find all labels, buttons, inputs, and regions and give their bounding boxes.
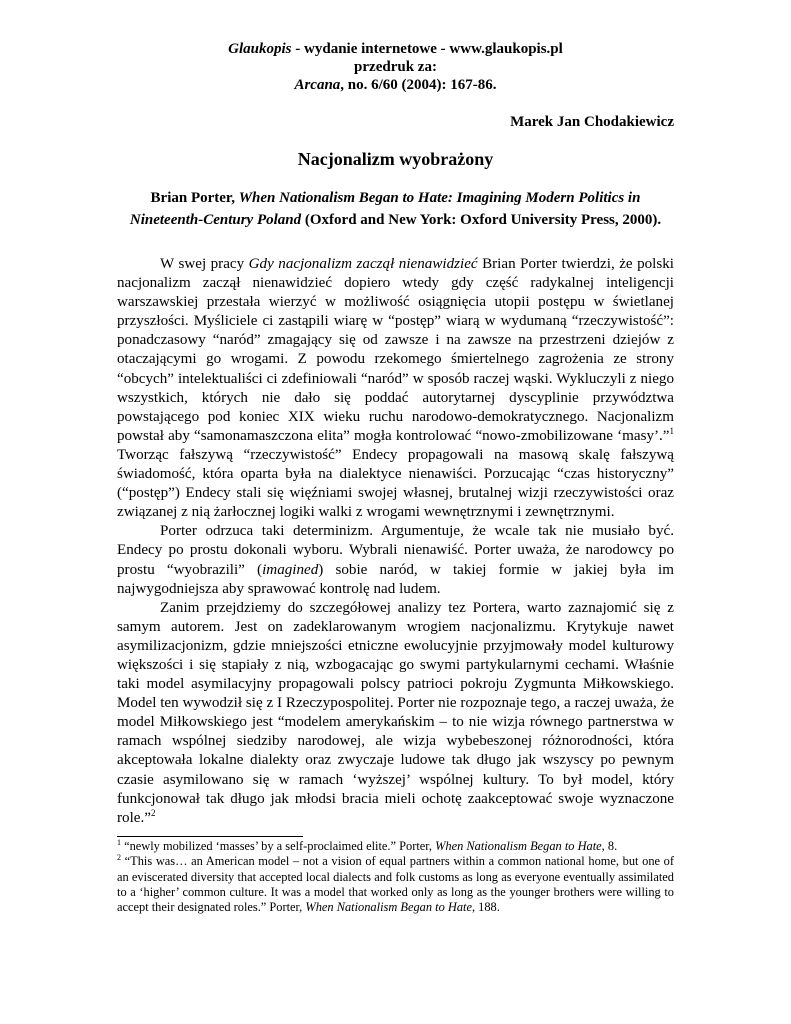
- footnote-title: When Nationalism Began to Hate: [435, 838, 602, 853]
- book-title: When Nationalism Began to Hate: Imagining Modern Politics in Nineteenth-Century Poland: [129, 190, 641, 228]
- footnote-ref[interactable]: 1: [669, 425, 674, 436]
- footnotes: [117, 839, 674, 916]
- footnote: $^1$ “newly mobilized ‘masses’ by a self-proclaimed elite.” Porter, When Nationalism Began to Hate, 8.: [117, 837, 618, 853]
- paragraph: W swej pracy Gdy nacjonalizm zaczął nienawidzieć Brian Porter twierdzi, że polski nacjonalizm zaczął nienawidzieć dopiero wtedy gdy część radykalnej inteligencji warszawskiej przestała wierzyć w możliwość osiągnięcia utopii postępu w świetlanej przyszłości. Myśliciele ci zastąpili wiarę w “postęp” wiarą w wydumaną “rzeczywistość”: ponadczasowy “naród” zmagający się od zawsze i na zawsze na przestrzeni dziejów z otaczającymi go wrogami. Z powodu rzekomego śmiertelnego zagrożenia ze strony “obcych” intelektualiści ci zdefiniowali “naród” w sposób raczej wąski. Wykluczyli z niego wszystkich, których nie dało się poddać autorytarnej dyscyplinie przywództwa powstającego pod koniec XIX wieku ruchu narodowo-demokratycznego. Nacjonalizm powstał aby “samonamaszczona elita” mogła kontrolować “nowo-zmobilizowane ‘masy’.”$^1$ Tworząc fałszywą “rzeczywistość” Endecy propagowali na masową skalę fałszywą świadomość, która oparta była na dialektyce nienawiści. Porzucając “czas historyczny” (“postęp”) Endecy stali się więźniami swojej własnej, brutalnej wizji rzeczywistości oraz związanej z nią żarłocznej logiki walki z wrogami wewnętrznymi i zewnętrznymi.: [117, 256, 674, 521]
- reviewed-book: [117, 187, 674, 231]
- reprint-label: przedruk za:: [354, 59, 437, 75]
- book-title-pl: Gdy nacjonalizm zaczął nienawidzieć: [248, 256, 478, 272]
- footnote-number: 1: [117, 837, 121, 847]
- footnote-number: 2: [117, 853, 121, 863]
- paragraph: Zanim przejdziemy do szczegółowej analizy tez Portera, warto zaznajomić się z samym autorem. Jest on zadeklarowanym wrogiem nacjonalizmu. Krytykuje nawet asymilizacjonizm, gdzie mniejszości etniczne ewolucyjnie przyjmowały model kulturowy większości i się stapiały z nią, wzbogacając go swymi partykularnymi cechami. Właśnie taki model asymilacyjny propagowali polscy patrioci pokroju Zygmunta Miłkowskiego. Model ten wywodził się z I Rzeczypospolitej. Porter nie rozpoznaje tego, a raczej uważa, że model Miłkowskiego jest “modelem amerykańskim – to nie wizja równego partnerstwa w ramach wspólnej siedziby narodowej, ale wizja wybebeszonej różnorodności, która akceptowała lokalne dialekty oraz zwyczaje ludowe tak długo jak wszyscy po pewnym czasie asymilowano się w ramach ‘wyższej’ wspólnej kultury. To był model, który funkcjonował tak długo jak młodsi bracia mieli ochotę zaakceptować swoje wyznaczone role.”$^2$: [117, 599, 674, 826]
- site-name: Glaukopis: [228, 41, 292, 57]
- article-author: Marek Jan Chodakiewicz: [510, 114, 674, 130]
- journal-issue: , no. 6/60 (2004): 167-86.: [340, 77, 497, 93]
- source-header: [117, 40, 674, 94]
- book-publisher: (Oxford and New York: Oxford University Press, 2000).: [301, 212, 662, 228]
- journal-name: Arcana: [294, 77, 341, 93]
- source-line: [117, 40, 674, 58]
- footnote-ref[interactable]: 2: [150, 807, 156, 818]
- site-url: - wydanie internetowe - www.glaukopis.pl: [291, 41, 563, 57]
- footnote-divider: [117, 836, 303, 837]
- footnote: $^2$ “This was… an American model – not a vision of equal partners within a common national home, but one of an eviscerated diversity that accepted local dialects and folk customs as long as everyone eventually assimilated to a ‘higher’ common culture. It was a model that worked only as long as the younger brothers were willing to accept their designated roles.” Porter, When Nationalism Began to Hate, 188.: [117, 853, 674, 915]
- italic-term: imagined: [262, 561, 319, 578]
- citation-line: [117, 76, 674, 94]
- article-title: Nacjonalizm wyobrażony: [297, 149, 494, 169]
- book-author: Brian Porter,: [150, 190, 239, 206]
- footnote-title: When Nationalism Began to Hate: [305, 900, 472, 915]
- paragraph: Porter odrzuca taki determinizm. Argumentuje, że wcale tak nie musiało być. Endecy po prostu dokonali wyboru. Wybrali nienawiść. Porter uważa, że narodowcy po prostu “wyobrazili” (imagined) sobie naród, w takiej formie w jakiej była im najwygodniejsza aby sprawować kontrolę nad ludem.: [117, 523, 674, 597]
- document-page: [117, 40, 674, 916]
- article-body: [117, 255, 674, 828]
